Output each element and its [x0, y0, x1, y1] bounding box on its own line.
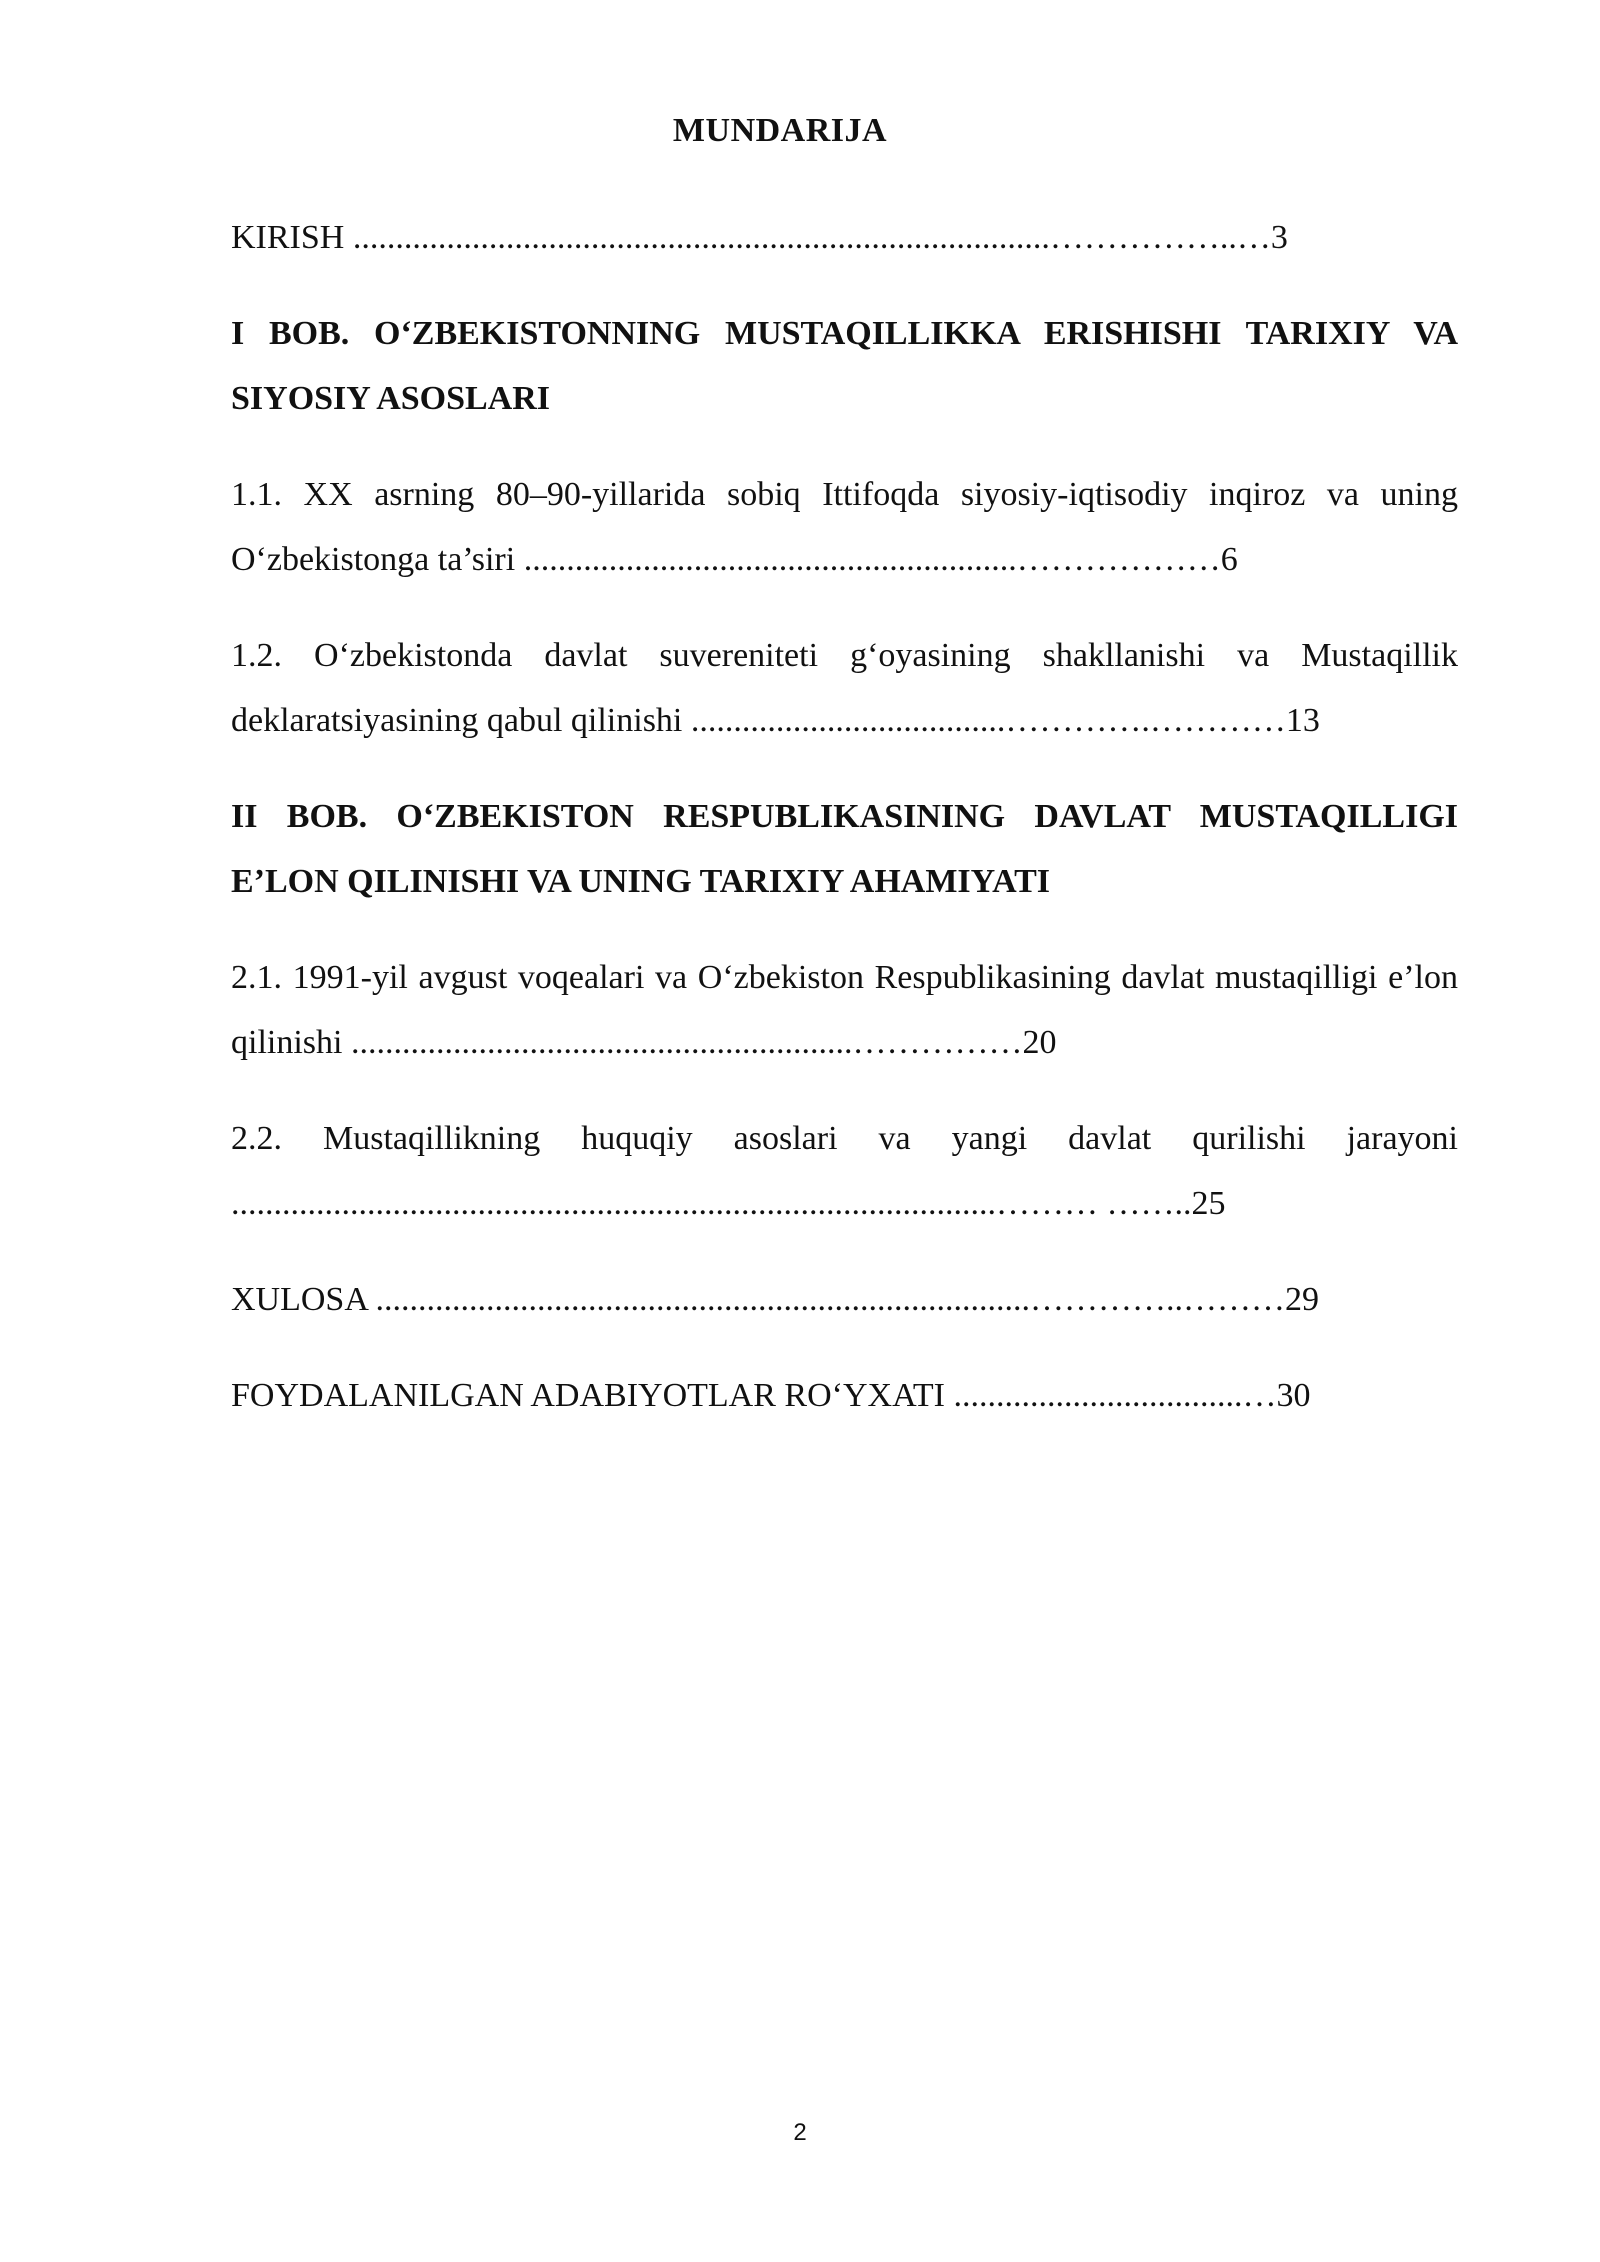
toc-entry-conclusion: XULOSA .............................................................................…………..………29 [231, 1281, 1320, 1318]
toc-chapter-2-heading: II BOB. O‘ZBEKISTON RESPUBLIKASINING DAVLAT MUSTAQILLIGI E’LON QILINISHI VA UNING TARIXIY AHAMIYATI [231, 798, 1458, 900]
toc-section-1-2: 1.2. O‘zbekistonda davlat suvereniteti g‘oyasining shakllanishi va Mustaqillik deklaratsiyasining qabul qilinishi .....................................………….…………13 [231, 637, 1458, 739]
toc-entry-references: FOYDALANILGAN ADABIYOTLAR RO‘YXATI ..................................…30 [231, 1377, 1311, 1414]
toc-entry-introduction: KIRISH ..................................................................................……………..…3 [231, 219, 1288, 256]
toc-section-2-2: 2.2. Mustaqillikning huquqiy asoslari va yangi davlat qurilishi jarayoni ..........................................................................................……… ……..25 [231, 1120, 1458, 1222]
toc-chapter-1-heading: I BOB. O‘ZBEKISTONNING MUSTAQILLIKKA ERISHISHI TARIXIY VA SIYOSIY ASOSLARI [231, 315, 1458, 417]
toc-section-2-1: 2.1. 1991-yil avgust voqealari va O‘zbekiston Respublikasining davlat mustaqilligi e’lon qilinishi ...........................................................……………20 [231, 959, 1458, 1061]
page-number: 2 [793, 2119, 807, 2146]
toc-section-1-1: 1.1. XX asrning 80–90-yillarida sobiq Ittifoqda siyosiy-iqtisodiy inqiroz va uning O‘zbekistonga ta’siri ..........................................................………………6 [231, 476, 1458, 578]
table-of-contents [231, 205, 1458, 1459]
page-title: MUNDARIJA [672, 112, 888, 149]
